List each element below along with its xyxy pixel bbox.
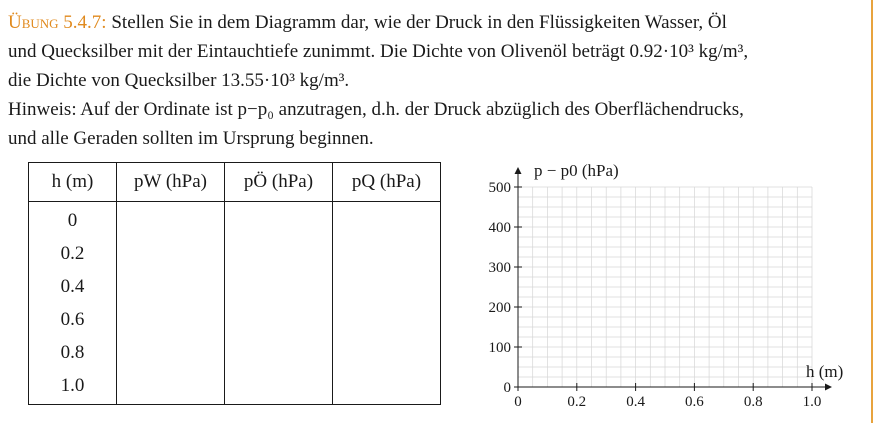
x-tick-label: 1.0 (802, 394, 822, 410)
header-pq: pQ (hPa) (333, 163, 441, 202)
h-value: 0.6 (60, 309, 85, 330)
exercise-statement-2: und Quecksilber mit der Eintauchtiefe zunimmt. Die Dichte von Olivenöl beträgt 0.92·10³ kg/m³, (8, 41, 749, 62)
h-value: 0 (67, 210, 78, 231)
chart-ticks (489, 180, 822, 410)
h-value: 0.2 (60, 243, 85, 264)
h-value: 0.4 (60, 276, 85, 297)
x-axis-label: h (m) (806, 362, 844, 381)
pressure-table (28, 162, 441, 405)
margin-rule (871, 0, 873, 423)
y-tick-label: 300 (488, 260, 511, 276)
y-tick-label: 100 (488, 340, 511, 356)
x-tick-label: 0 (514, 394, 522, 410)
y-tick-label: 0 (503, 380, 511, 396)
exercise-statement-1: Stellen Sie in dem Diagramm dar, wie der Druck in den Flüssigkeiten Wasser, Öl (111, 12, 727, 33)
x-tick-label: 0.4 (626, 394, 645, 410)
h-column (29, 202, 117, 405)
h-value: 0.8 (60, 342, 85, 363)
x-tick-label: 0.6 (685, 394, 704, 410)
y-tick-label: 200 (488, 300, 511, 316)
exercise-label: Übung 5.4.7: (8, 12, 107, 33)
exercise-line-1 (8, 8, 868, 37)
header-h: h (m) (29, 163, 117, 202)
pq-column[interactable] (333, 202, 441, 405)
exercise-statement-3: die Dichte von Quecksilber 13.55·10³ kg/m³. (8, 70, 350, 91)
pressure-chart (488, 158, 868, 423)
exercise-text (8, 8, 868, 153)
table-header-row (29, 163, 441, 202)
y-axis-label: p − p0 (hPa) (534, 161, 619, 180)
hint-line-1: Hinweis: Auf der Ordinate ist p−p₀ anzutragen, d.h. der Druck abzüglich des Oberflächendrucks, (8, 99, 744, 120)
x-tick-label: 0.2 (567, 394, 587, 410)
y-axis-arrow (515, 167, 522, 174)
y-tick-label: 500 (488, 180, 511, 196)
h-value: 1.0 (60, 375, 85, 396)
chart-grid (518, 187, 812, 387)
header-po: pÖ (hPa) (225, 163, 333, 202)
header-pw: pW (hPa) (117, 163, 225, 202)
x-tick-label: 0.8 (743, 394, 763, 410)
hint-line-2: und alle Geraden sollten im Ursprung beginnen. (8, 128, 374, 149)
y-tick-label: 400 (488, 220, 511, 236)
table-body-row (29, 202, 441, 405)
x-axis-arrow (825, 384, 832, 391)
po-column[interactable] (225, 202, 333, 405)
pw-column[interactable] (117, 202, 225, 405)
